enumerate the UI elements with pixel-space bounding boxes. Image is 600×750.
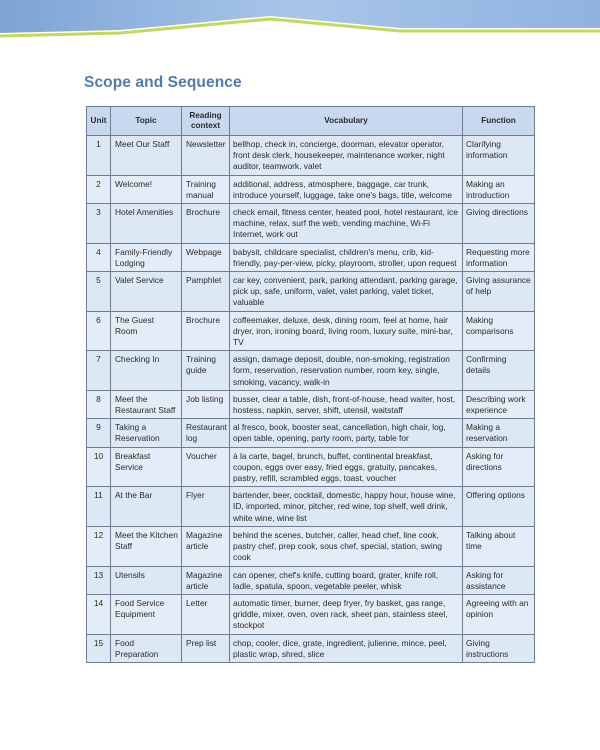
- cell-reading: Training guide: [182, 351, 230, 391]
- cell-unit: 1: [87, 136, 111, 176]
- cell-unit: 8: [87, 390, 111, 418]
- cell-vocabulary: check email, fitness center, heated pool, hotel restaurant, ice machine, relax, surf the web, vending machine, Wi-Fi Internet, work out: [230, 204, 463, 244]
- cell-topic: Welcome!: [111, 175, 182, 203]
- cell-function: Agreeing with an opinion: [463, 594, 535, 634]
- table-row: [87, 447, 535, 487]
- table-row: [87, 351, 535, 391]
- header-banner: [0, 0, 600, 50]
- cell-unit: 2: [87, 175, 111, 203]
- cell-function: Asking for directions: [463, 447, 535, 487]
- cell-topic: Checking In: [111, 351, 182, 391]
- cell-unit: 4: [87, 243, 111, 271]
- cell-vocabulary: chop, cooler, dice, grate, ingredient, julienne, mince, peel, plastic wrap, shred, slice: [230, 634, 463, 662]
- cell-vocabulary: à la carte, bagel, brunch, buffet, continental breakfast, coupon, eggs over easy, fried eggs, gratuity, pancakes, pastry, refill, scrambled eggs, toast, voucher: [230, 447, 463, 487]
- page-title: Scope and Sequence: [84, 74, 242, 91]
- cell-topic: Utensils: [111, 566, 182, 594]
- cell-topic: Food Service Equipment: [111, 594, 182, 634]
- cell-topic: The Guest Room: [111, 311, 182, 351]
- cell-function: Making an introduction: [463, 175, 535, 203]
- cell-unit: 3: [87, 204, 111, 244]
- cell-topic: Meet the Kitchen Staff: [111, 526, 182, 566]
- cell-function: Requesting more information: [463, 243, 535, 271]
- table-row: [87, 204, 535, 244]
- cell-function: Giving instructions: [463, 634, 535, 662]
- cell-reading: Pamphlet: [182, 272, 230, 312]
- cell-unit: 15: [87, 634, 111, 662]
- cell-reading: Letter: [182, 594, 230, 634]
- cell-vocabulary: can opener, chef's knife, cutting board, grater, knife roll, ladle, spatula, spoon, vegetable peeler, whisk: [230, 566, 463, 594]
- cell-topic: Food Preparation: [111, 634, 182, 662]
- cell-function: Making comparisons: [463, 311, 535, 351]
- cell-topic: Meet the Restaurant Staff: [111, 390, 182, 418]
- cell-reading: Webpage: [182, 243, 230, 271]
- table-body: [87, 136, 535, 663]
- cell-vocabulary: al fresco, book, booster seat, cancellation, high chair, log, open table, opening, party room, party, table for: [230, 419, 463, 447]
- cell-function: Making a reservation: [463, 419, 535, 447]
- table-row: [87, 594, 535, 634]
- cell-reading: Magazine article: [182, 526, 230, 566]
- cell-unit: 5: [87, 272, 111, 312]
- cell-vocabulary: car key, convenient, park, parking attendant, parking garage, pick up, safe, uniform, valet, valet parking, valet ticket, valuable: [230, 272, 463, 312]
- cell-topic: Meet Our Staff: [111, 136, 182, 176]
- cell-topic: At the Bar: [111, 487, 182, 527]
- cell-vocabulary: babysit, childcare specialist, children's menu, crib, kid-friendly, pay-per-view, picky, playroom, stroller, upon request: [230, 243, 463, 271]
- scope-and-sequence-table: [86, 106, 535, 663]
- table-row: [87, 634, 535, 662]
- cell-topic: Valet Service: [111, 272, 182, 312]
- cell-reading: Magazine article: [182, 566, 230, 594]
- cell-reading: Training manual: [182, 175, 230, 203]
- table-row: [87, 272, 535, 312]
- table-row: [87, 175, 535, 203]
- cell-function: Clarifying information: [463, 136, 535, 176]
- table-header-row: [87, 107, 535, 136]
- cell-reading: Flyer: [182, 487, 230, 527]
- reading-context-header: Reading context: [182, 107, 230, 136]
- cell-function: Giving assurance of help: [463, 272, 535, 312]
- table-row: [87, 136, 535, 176]
- cell-unit: 11: [87, 487, 111, 527]
- table-row: [87, 390, 535, 418]
- cell-unit: 12: [87, 526, 111, 566]
- cell-unit: 13: [87, 566, 111, 594]
- cell-vocabulary: additional, address, atmosphere, baggage, car trunk, introduce yourself, luggage, take one's bags, title, welcome: [230, 175, 463, 203]
- cell-function: Talking about time: [463, 526, 535, 566]
- cell-reading: Prep list: [182, 634, 230, 662]
- topic-header: Topic: [111, 107, 182, 136]
- cell-function: Asking for assistance: [463, 566, 535, 594]
- cell-vocabulary: coffeemaker, deluxe, desk, dining room, feel at home, hair dryer, iron, ironing board, living room, luxury suite, mini-bar, TV: [230, 311, 463, 351]
- table-row: [87, 419, 535, 447]
- cell-reading: Job listing: [182, 390, 230, 418]
- cell-vocabulary: automatic timer, burner, deep fryer, fry basket, gas range, griddle, mixer, oven, oven rack, sheet pan, stainless steel, stockpot: [230, 594, 463, 634]
- cell-function: Confirming details: [463, 351, 535, 391]
- cell-vocabulary: assign, damage deposit, double, non-smoking, registration form, reservation, reservation number, room key, single, smoking, vacancy, walk-in: [230, 351, 463, 391]
- cell-function: Giving directions: [463, 204, 535, 244]
- table-row: [87, 311, 535, 351]
- table-row: [87, 566, 535, 594]
- table-row: [87, 243, 535, 271]
- scope-table-wrap: [86, 106, 534, 663]
- cell-vocabulary: bellhop, check in, concierge, doorman, elevator operator, front desk clerk, housekeeper, maintenance worker, night auditor, teamwork, valet: [230, 136, 463, 176]
- table-row: [87, 526, 535, 566]
- cell-vocabulary: busser, clear a table, dish, front-of-house, head waiter, host, hostess, napkin, server, shift, utensil, waitstaff: [230, 390, 463, 418]
- cell-topic: Family-Friendly Lodging: [111, 243, 182, 271]
- cell-unit: 6: [87, 311, 111, 351]
- cell-unit: 14: [87, 594, 111, 634]
- cell-unit: 10: [87, 447, 111, 487]
- cell-function: Describing work experience: [463, 390, 535, 418]
- function-header: Function: [463, 107, 535, 136]
- cell-reading: Brochure: [182, 311, 230, 351]
- cell-reading: Newsletter: [182, 136, 230, 176]
- cell-vocabulary: bartender, beer, cocktail, domestic, happy hour, house wine, ID, imported, minor, pitcher, red wine, top shelf, well drink, white wine, wine list: [230, 487, 463, 527]
- cell-unit: 9: [87, 419, 111, 447]
- cell-function: Offering options: [463, 487, 535, 527]
- unit-header: Unit: [87, 107, 111, 136]
- cell-reading: Brochure: [182, 204, 230, 244]
- cell-topic: Taking a Reservation: [111, 419, 182, 447]
- cell-vocabulary: behind the scenes, butcher, caller, head chef, line cook, pastry chef, prep cook, sous chef, special, station, swing cook: [230, 526, 463, 566]
- cell-reading: Restaurant log: [182, 419, 230, 447]
- cell-unit: 7: [87, 351, 111, 391]
- banner-shape: [0, 0, 600, 33]
- cell-topic: Hotel Amenities: [111, 204, 182, 244]
- cell-reading: Voucher: [182, 447, 230, 487]
- vocabulary-header: Vocabulary: [230, 107, 463, 136]
- cell-topic: Breakfast Service: [111, 447, 182, 487]
- table-row: [87, 487, 535, 527]
